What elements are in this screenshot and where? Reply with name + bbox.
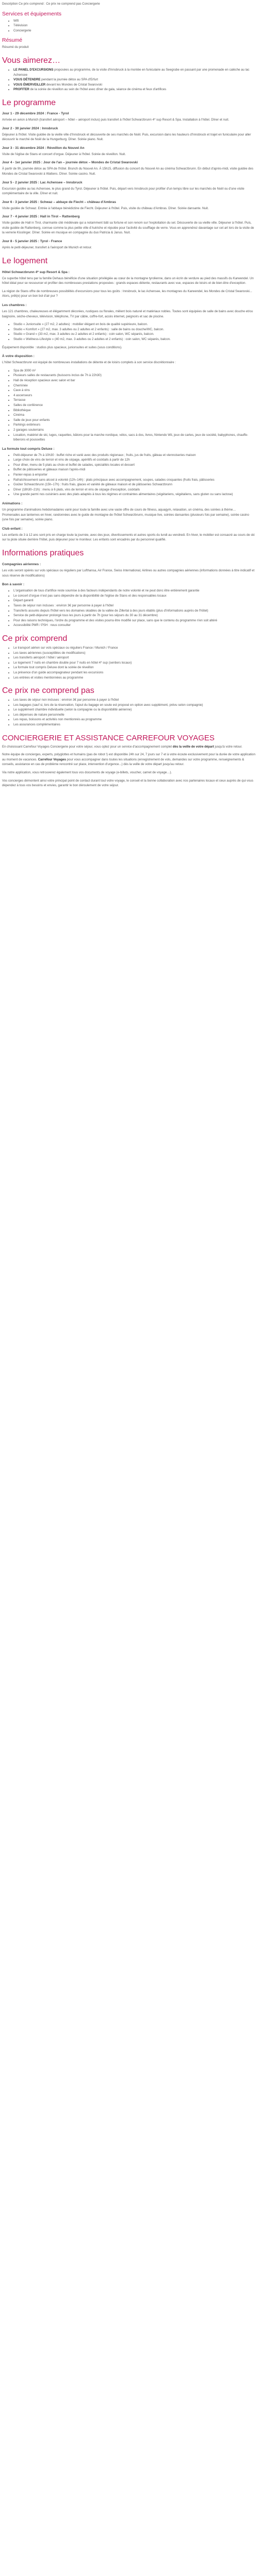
exclus-list bbox=[2, 698, 256, 727]
list-item bbox=[13, 82, 256, 88]
list-item: • Le concert d'orgue n'est pas sans dépendre de la disponibilité de l'église de Stans et des responsables locaux bbox=[13, 594, 256, 599]
animations-heading: Animations : bbox=[2, 502, 23, 506]
list-item: • Transferts assurés depuis l'hôtel vers les domaines skiables de la vallée de Zillertal à des jours établis (plus d'informations auprès de l'hôtel) bbox=[13, 608, 256, 614]
provision-text: L'hôtel Schwarzbrunn est équipé de nombreuses installations de détente et de loisirs complets à son service discrétionnaire : bbox=[2, 361, 176, 365]
hotel-name-suffix: : bbox=[67, 270, 70, 274]
list-item bbox=[13, 77, 256, 82]
list-item bbox=[13, 67, 256, 77]
good-heading: Bon à savoir : bbox=[2, 583, 24, 587]
list-item: • Wifi bbox=[13, 19, 256, 24]
text-bold: dès la veille de votre départ bbox=[172, 744, 214, 749]
animations-text: Un programme d'animations hebdomadaires varié pour toute la famille avec une vaste offre de cours de fitness, aquagym, relaxation, un cinéma, des soirées à thème… Promenades aux lanternes en hiver, randonnées avec le guide de montagne de l'hôtel Schwarzbrunn, musique live, soirées dansantes (plusieurs fois par semaine), soirée casino (une fois par semaine), soirée piano. bbox=[2, 508, 249, 522]
highlight-bold: VOUS DÉTENDRE bbox=[13, 78, 41, 82]
list-item: • Goûter Schwarzbrunn (15h–17h) : fruits frais, glaces et variété de gâteaux maison et de pâtisseries Schwarzbrunn bbox=[13, 482, 256, 487]
resume-text: Résumé du produit bbox=[2, 45, 29, 49]
intro-text: Description Ce prix comprend : Ce prix ne comprend pas Conciergerie bbox=[2, 2, 100, 6]
aimerez-heading: Vous aimerez… bbox=[2, 56, 60, 65]
list-item: • Cinéma bbox=[13, 413, 256, 418]
programme-heading: Le programme bbox=[2, 98, 56, 107]
day-text: Excursion guidée au lac Achensee, le plus grand du Tyrol. Déjeuner à l'hôtel. Puis, départ vers Innsbruck pour profiter d'un temps libre sur les marchés de Noël ou d'une visite complémentaire de la ville. Dîner et nuit. bbox=[2, 187, 245, 196]
day-title: Jour 6 - 3 janvier 2025 : Schwaz – abbaye de Fiecht – château d'Ambras bbox=[2, 200, 116, 204]
conciergerie-paragraph: Vos concierges démontent ainsi votre principal point de contact durant tout votre voyage, le conseil et la bonne collaboration avec nos partenaires locaux et ceux auprès de qui vous dépendez à tous vos besoins et envies, garantir le bon déroulement de votre séjour. bbox=[2, 778, 253, 788]
list-item: • Terrasse bbox=[13, 398, 256, 403]
list-item: • Taxes de séjour non incluses : environ 3€ par personne à payer à l'hôtel bbox=[13, 603, 256, 608]
list-item: • Parkings extérieurs bbox=[13, 422, 256, 428]
text-run: En choisissant Carrefour Voyages Conciergerie pour votre séjour, vous optez pour un service d'accompagnement complet bbox=[2, 744, 173, 749]
highlight-text: devant les Mondes de Cristal Swarovski bbox=[45, 82, 102, 87]
list-item: • Spa de 3000 m² bbox=[13, 368, 256, 374]
aimerez-list bbox=[2, 67, 256, 92]
services-list bbox=[2, 19, 256, 33]
list-item: • Cave à vins bbox=[13, 388, 256, 393]
list-item: • Salle de jeux pour enfants bbox=[13, 418, 256, 423]
provision-list bbox=[2, 368, 256, 443]
list-item: • Départ garanti bbox=[13, 598, 256, 603]
list-item: • Les taxes aériennes (susceptibles de modifications) bbox=[13, 651, 256, 656]
good-list bbox=[2, 588, 256, 628]
list-item: • Studio « Wellness-Lifestyle » (40 m2, max. 3 adultes ou 2 adultes et 2 enfants) : coin salon, WC séparés, balcon. bbox=[13, 337, 256, 342]
day-text: Visite guidée de Hall in Tirol, charmante cité médiévale qui a notamment bâti sa fortune et son renom sur l'exploitation du sel. Découverte de sa vieille ville. Déjeuner à l'hôtel. Puis, visite guidée de Rattenberg, connue comme la plus petite ville d'Autriche et réputée pour l'activité du soufflage de verre. Vous en apprendrez davantage sur cet art lors de la visite de la verrerie Kisslinger. Dîner. Soirée en musique en compagnie du duo Patricia & Janus. Nuit. bbox=[2, 221, 254, 235]
conciergerie-heading: CONCIERGERIE ET ASSISTANCE CARREFOUR VOYAGES bbox=[2, 733, 215, 742]
list-item: • Service de petit-déjeuner prolongé tous les jours à partir de 7h (pour les séjours du 30 au 31 décembre) bbox=[13, 613, 256, 618]
page-content bbox=[0, 0, 258, 788]
inclus-list bbox=[2, 646, 256, 680]
list-item: • Rafraîchissement sans alcool à volonté (12h–14h) : plats principaux avec accompagnement, soupes, salades croquantes (fruits frais, pâtisseries bbox=[13, 478, 256, 483]
day-title: Jour 3 - 31 décembre 2024 : Réveillon du Nouvel An bbox=[2, 146, 85, 150]
list-item: • Une grande parmi nos cuisiniers avec des plats adaptés à tous les régimes et contraintes alimentaires (végétariens, végétaliens, sans gluten ou sans lactose) bbox=[13, 492, 256, 497]
rooms-heading: Les chambres : bbox=[2, 303, 27, 308]
formule-heading: La formule tout compris Deluxe : bbox=[2, 447, 55, 451]
list-item: • 2 garages souterrains bbox=[13, 428, 256, 433]
highlight-text: de la soirée de réveillon au sein de l'hôtel avec dîner de gala, séance de cinéma et feux d'artifices bbox=[29, 88, 167, 92]
list-item: • Le transport aérien sur vols spéciaux ou réguliers France / Munich / France bbox=[13, 646, 256, 651]
day-title: Jour 5 - 2 janvier 2025 : Lac Achensee – Innsbruck bbox=[2, 180, 83, 184]
list-item: • Les bagages (sauf si, lors de la réservation, l'ajout du bagage en soute est proposé en option avec supplément, prévu selon compagnie) bbox=[13, 703, 256, 708]
list-item: • Accessibilité PMR / PSH : nous consulter bbox=[13, 623, 256, 628]
list-item: • Studio « Grand » (33 m2, max. 3 adultes ou 2 adultes et 2 enfants) : coin salon, WC séparés, balcon. bbox=[13, 332, 256, 337]
conciergerie-paragraph bbox=[2, 752, 256, 767]
text-run: jusqu'à votre retour. bbox=[214, 744, 243, 749]
logement-paragraph: Ce superbe hôtel tenu par la famille Dehaus bénéficie d'une situation privilégiée au cœur de la montagne tyrolienne, dans un écrin de verdure au pied des massifs du Karwendel. Un hôtel idéal pour se ressourcer et profiter des nombreuses prestations proposées : grands espaces détente, restaurants avec vue, espaces de loisirs et de bien-être d'exception. bbox=[2, 276, 254, 285]
club-text: Les enfants de 3 à 12 ans sont pris en charge toute la journée, avec des jeux, divertissements et autres sports du lundi au vendredi. En hiver, le mobilier est consacré au cours de ski sur la piste située derrière l'hôtel, puis déjeuner pour le moniteur. Les enfants sont encadrés par du personnel qualifié. bbox=[2, 533, 255, 542]
hotel-name bbox=[2, 270, 256, 275]
club-heading: Club enfant : bbox=[2, 527, 23, 531]
provision-heading: À votre disposition : bbox=[2, 354, 35, 359]
list-item: • Dîner (18h30–21h) : menu à 6 plats, vins de terroir et vins de cépage d'exception, cocktails bbox=[13, 487, 256, 493]
formule-list bbox=[2, 453, 256, 497]
day-title: Jour 4 - 1er janvier 2025 : Jour de l'an – journée détox – Mondes de Cristal Swarovski bbox=[2, 161, 138, 165]
companies-text: Les vols seront opérés sur vols spéciaux ou réguliers par Lufthansa, Air France, Swiss International, Airlines ou autres compagnies aériennes (informations données à titre indicatif et sous réserve de modifications) bbox=[2, 569, 255, 578]
list-item: • Large choix de vins de terroir et vins de cépage, apéritifs et cocktails à partir de 12h bbox=[13, 457, 256, 463]
list-item: • Buffet de pâtisseries et gâteaux maison l'après-midi bbox=[13, 467, 256, 472]
list-item bbox=[13, 87, 256, 92]
list-item: • Hall de réception spacieux avec salon et bar bbox=[13, 378, 256, 383]
day-text: Déjeuner à l'hôtel. Visite guidée de la vieille ville d'Innsbruck et découverte de ses marchés de Noël. Puis, excursion dans les hauteurs d'Innsbruck et trajet en funiculaire pour aller découvrir le marché de Noël de la Hungerburg. Dîner. Soirée piano. Nuit. bbox=[2, 132, 251, 142]
conciergerie-paragraph: Via notre application, vous retrouverez également tous vos documents de voyage (e-billets, voucher, carnet de voyage…). bbox=[2, 771, 172, 775]
highlight-bold: LE PANEL D'EXCURSIONS bbox=[13, 67, 54, 72]
list-item: • Les assurances complémentaires bbox=[13, 722, 256, 727]
highlight-text: pendant la journée détox au SPA d'Erfurt bbox=[40, 78, 98, 82]
text-bold: Carrefour Voyages bbox=[38, 757, 66, 761]
list-item: • Conciergerie bbox=[13, 28, 256, 33]
list-item: • Studio « Komfort » (27 m2, max. 3 adultes ou 2 adultes et 2 enfants) : salle de bains ou douche/WC, balcon. bbox=[13, 327, 256, 332]
list-item: • Télévision bbox=[13, 23, 256, 28]
list-item: • La présence d'un guide accompagnateur pendant les excursions bbox=[13, 670, 256, 675]
rooms-list bbox=[2, 322, 256, 342]
day-title: Jour 7 - 4 janvier 2025 : Hall in Tirol – Rattenberg bbox=[2, 215, 80, 219]
list-item: • Pour dîner, menu de 5 plats au choix et buffet de salades, spécialités locales et dessert bbox=[13, 463, 256, 468]
list-item: • Cheminée bbox=[13, 383, 256, 388]
list-item: • Les transferts aéroport / hôtel / aéroport bbox=[13, 655, 256, 660]
logement-heading: Le logement bbox=[2, 256, 48, 265]
day-text: Arrivée en avion à Munich (transfert aéroport – hôtel – aéroport inclus) puis transfert à l'hôtel Schwarzbrunn 4* sup Resort & Spa. Installation à l'hôtel. Dîner et nuit. bbox=[2, 117, 229, 122]
list-item: • Pour des raisons techniques, l'ordre du programme et des visites pourra être modifié sur place, sans que le contenu du programme n'en soit altéré bbox=[13, 618, 256, 623]
list-item: • Les taxes de séjour non incluses : environ 3€ par personne à payer à l'hôtel bbox=[13, 698, 256, 703]
day-text: Après le petit-déjeuner, transfert à l'aéroport de Munich et retour. bbox=[2, 246, 92, 250]
services-heading: Services et équipements bbox=[2, 10, 61, 17]
list-item: • Salles de conférence bbox=[13, 403, 256, 408]
hotel-name-text: Hôtel Schwarzbrunn 4* sup Resort & Spa bbox=[2, 270, 68, 274]
list-item: • Les repas, boissons et activités non mentionnés au programme bbox=[13, 717, 256, 722]
day-text: Visite de l'église de Stans et concert d'orgue. Déjeuner à l'hôtel. Soirée de réveillon. Nuit. bbox=[2, 152, 126, 156]
highlight-text: proposées au programme, de la visite d'Innsbruck à la montée en funiculaire au Seegrube en passant par une promenade en calèche au lac Achensee bbox=[13, 67, 250, 77]
inclus-heading: Ce prix comprend bbox=[2, 634, 68, 643]
day-title: Jour 8 - 5 janvier 2025 : Tyrol - France bbox=[2, 240, 62, 244]
list-item: • 4 ascenseurs bbox=[13, 393, 256, 398]
highlight-bold: PROFITER bbox=[13, 88, 29, 92]
infos-heading: Informations pratiques bbox=[2, 549, 84, 557]
text-run: pour vous accompagner dans toutes les situations (enregistrement de vols, demandes sur votre programme, renseignements & conseils, assistance en cas de problème rencontré sur place, intervention d'urgence...) dès la veille de votre départ jusqu'au retour. bbox=[2, 757, 245, 767]
day-title: Jour 1 - 29 décembre 2024 : France - Tyrol bbox=[2, 111, 69, 115]
text-run: Notre équipe de concierges, experts, polyglottes et humains (pas de robot !) est disponible 24h sur 24, 7 jours sur 7 et à votre écoute exclusivement pour la durée de votre application au moment de vacances. bbox=[2, 753, 255, 761]
list-item: • Panier-repas à emporter bbox=[13, 472, 256, 478]
conciergerie-paragraph bbox=[2, 744, 256, 750]
logement-paragraph: La région de Stans offre de nombreuses possibilités d'excursions pour tous les goûts : Innsbruck, le lac Achensee, les montagnes du Karwendel, les Mondes de Cristal Swarovski... Alors, prêt(e) pour un bon bol d'air pur ? bbox=[2, 289, 252, 298]
exclus-heading: Ce prix ne comprend pas bbox=[2, 686, 94, 696]
day-title: Jour 2 - 30 janvier 2024 : Innsbruck bbox=[2, 126, 58, 130]
list-item: • Les entrées et visites mentionnées au programme bbox=[13, 675, 256, 681]
list-item: • L'organisation de tous d'artifice reste soumise à des facteurs indépendants de notre volonté et ne peut donc être entièrement garantie bbox=[13, 588, 256, 594]
highlight-bold: VOUS ÉMERVEILLER bbox=[13, 82, 46, 87]
resume-heading: Résumé bbox=[2, 37, 23, 44]
list-item: • Petit-déjeuner de 7h à 10h30 : buffet riche et varié avec des produits régionaux ; fruits, jus de fruits, gâteau et viennoiseries maison bbox=[13, 453, 256, 458]
list-item: • La formule tout compris Deluxe dont la soirée de réveillon bbox=[13, 665, 256, 670]
rooms-note: Équipement disponible : studios plus spacieux, juniorsuites et suites (sous conditions). bbox=[2, 345, 122, 349]
rooms-text: Les 121 chambres, chaleureuses et élégamment décorées, rustiques ou florales, mêlent bois naturel et matériaux nobles. Toutes sont équipées de salle de bains avec douche et/ou baignoire, sèche-cheveux, télévision, téléphone, TV par câble, coffre-fort, accès internet, peignoirs et sac de piscine. bbox=[2, 310, 253, 318]
list-item: • Bibliothèque bbox=[13, 408, 256, 413]
list-item: • Le logement 7 nuits en chambre double pour 7 nuits en hôtel 4* sup (sentiers locaux) bbox=[13, 660, 256, 666]
day-text: Visite guidée de Schwaz. Entrée à l'abbaye bénédictine de Fiecht. Déjeuner à l'hôtel. Puis, visite du château d'Ambras. Dîner. Soirée dansante. Nuit. bbox=[2, 206, 209, 210]
list-item: • Les dépenses de nature personnelle bbox=[13, 713, 256, 718]
companies-heading: Compagnies aériennes : bbox=[2, 563, 41, 566]
list-item: • Location, matériel de ski, luges, raquettes, bâtons pour la marche nordique, vélos, sacs à dos, livres, Nintendo Wii, jeux de cartes, jeux de société, babyphones, chauffe-biberons et poussettes bbox=[13, 433, 256, 443]
list-item: • Le supplément chambre individuelle (selon la compagnie ou la disponibilité aérienne) bbox=[13, 707, 256, 713]
list-item: • Plusieurs salles de restaurants (buissons inclus de 7h à 22h30) bbox=[13, 373, 256, 378]
day-text: À partir de 9h, journée détox au SPA de l'hôtel. Brunch du Nouvel An. À 15h15, diffusion du concert du Nouvel An au cinéma Schwarzbrunn. En début d'après-midi, visite guidée des Mondes de Cristal Swarovski à Wattens. Dîner. Soirée casino. Nuit. bbox=[2, 167, 253, 176]
list-item: • Studio « Juniorsuite » (27 m2, 2 adultes) : mobilier élégant en bois de qualité supérieure, balcon. bbox=[13, 322, 256, 327]
